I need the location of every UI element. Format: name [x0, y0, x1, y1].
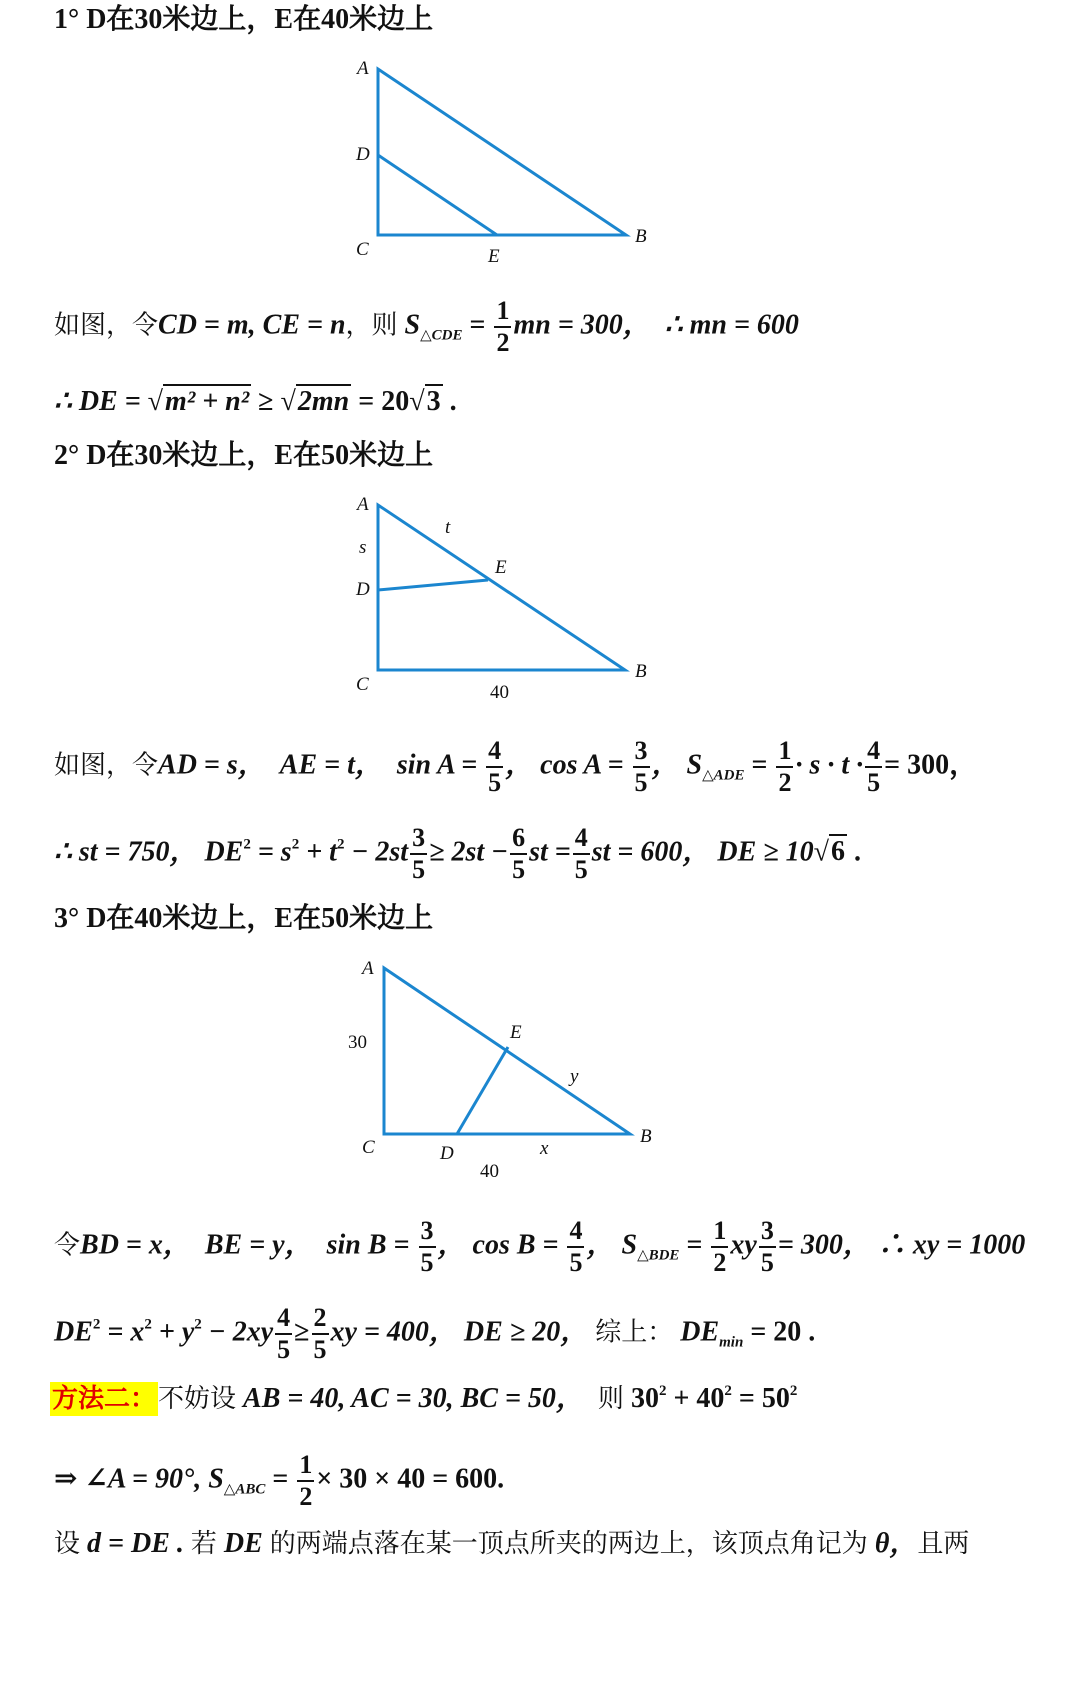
method2-badge: 方法二： — [52, 1384, 157, 1414]
label-a: A — [357, 494, 369, 515]
label-40: 40 — [490, 682, 509, 703]
case1-heading: 1° D在30米边上，E在40米边上 — [54, 4, 434, 35]
case3-line2: $DE^2 = x^2 + y^2 - 2xy$ $\frac{4}{5}$ ≥ $\frac{2}{5}$ xy = 400， DE ≥ 20， 综上： $DE_{min} = 20$ . — [54, 1303, 816, 1364]
case1-line1: 如图，令CD = m, CE = n，则 $S_{\triangle CDE}$ = $\frac{1}{2}$ mn = 300， ∴ mn = 600 — [54, 296, 799, 357]
case2-line2: ∴ st = 750， $DE^2 = s^2 + t^2 - 2st$ $\frac{3}{5}$ ≥ 2st − $\frac{6}{5}$ st = $\frac{4}{5}$ st = 600， DE ≥ 10√6 . — [54, 823, 862, 884]
case3-figure — [340, 950, 680, 1190]
method2-line2: ⇒ ∠A = 90°, $S_{\triangle ABC}$ = $\frac{1}{2}$ × 30 × 40 = 600. — [54, 1450, 505, 1511]
case1-figure — [340, 50, 680, 270]
label-e: E — [488, 246, 500, 267]
method2-line1: 方法二：不妨设 AB = 40, AC = 30, BC = 50， 则 $30^2 + 40^2 = 50^2$ — [52, 1383, 798, 1414]
label-c: C — [356, 674, 369, 695]
label-a: A — [357, 58, 369, 79]
label-a: A — [362, 958, 374, 979]
label-c: C — [356, 239, 369, 260]
label-40: 40 — [480, 1161, 499, 1182]
case2-heading: 2° D在30米边上，E在50米边上 — [54, 440, 434, 471]
case2-line1: 如图，令AD = s， AE = t， sin A = $\frac{4}{5}$ ， cos A = $\frac{3}{5}$ ， $S_{\triangle ADE}$ = $\frac{1}{2}$ · s · t · $\frac{4}{5}$ = 300， — [54, 736, 978, 797]
label-t: t — [445, 517, 451, 538]
label-d: D — [440, 1143, 454, 1164]
label-s: s — [359, 537, 367, 558]
segment-de — [457, 1047, 508, 1134]
method2-line3: 设 d = DE . 若 DE 的两端点落在某一顶点所夹的两边上，该顶点角记为 θ，且两 — [54, 1528, 970, 1559]
triangle-acb — [378, 69, 626, 235]
label-y: y — [570, 1066, 579, 1087]
label-b: B — [635, 226, 647, 247]
segment-de — [378, 155, 497, 235]
label-e: E — [495, 557, 507, 578]
case3-heading: 3° D在40米边上，E在50米边上 — [54, 903, 434, 934]
label-b: B — [635, 661, 647, 682]
label-x: x — [540, 1138, 549, 1159]
label-30: 30 — [348, 1032, 367, 1053]
label-d: D — [356, 579, 370, 600]
case2-figure — [340, 485, 680, 715]
label-c: C — [362, 1137, 375, 1158]
segment-de — [378, 580, 488, 590]
label-b: B — [640, 1126, 652, 1147]
label-d: D — [356, 144, 370, 165]
case1-line2: ∴ DE = √m² + n² ≥ √2mn = 20√3 . — [54, 386, 457, 417]
label-e: E — [510, 1022, 522, 1043]
case3-line1: 令BD = x， BE = y， sin B = $\frac{3}{5}$ ， cos B = $\frac{4}{5}$ ， $S_{\triangle BDE}$ = $\frac{1}{2}$ xy $\frac{3}{5}$ = 300， ∴ xy = 1000 — [54, 1216, 1026, 1277]
